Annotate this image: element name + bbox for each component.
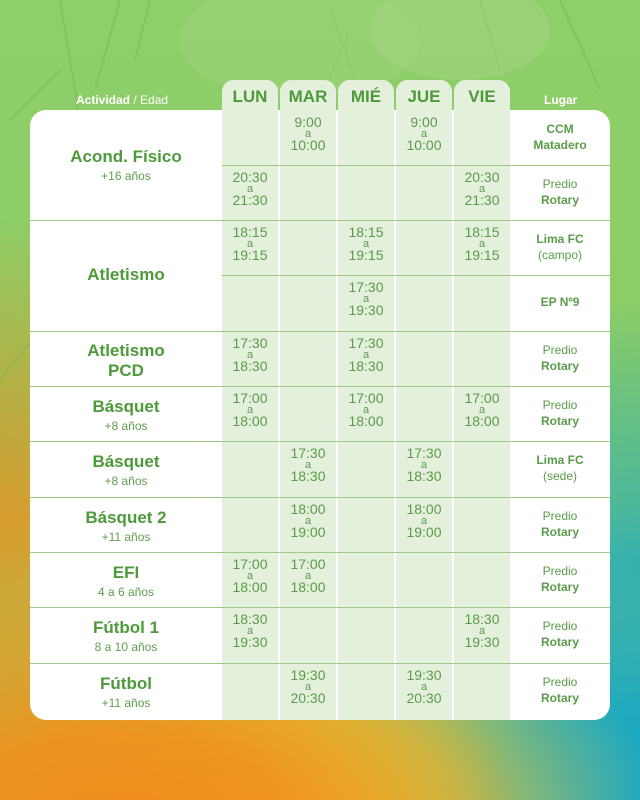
activity-age: +8 años	[104, 419, 148, 433]
slot-start: 18:00	[290, 501, 326, 517]
row-divider	[30, 663, 610, 664]
activity-name: Fútbol	[100, 674, 152, 693]
activity-acond-fisico	[30, 147, 222, 183]
place-line-1: Predio	[542, 509, 578, 523]
slot-start: 20:30	[464, 169, 500, 185]
activity-basquet-2	[30, 508, 222, 544]
slot-start: 17:30	[406, 445, 442, 461]
time-slot-lun	[221, 558, 279, 594]
slot-separator: a	[478, 238, 486, 250]
place-line-1: EP Nº9	[540, 295, 580, 309]
place-cell	[510, 397, 610, 429]
column-jue	[396, 80, 452, 720]
activity-name: Fútbol 1	[92, 618, 160, 637]
slot-start: 19:30	[406, 667, 442, 683]
slot-start: 17:30	[348, 279, 384, 295]
slot-separator: a	[246, 349, 254, 361]
slot-end: 18:00	[464, 413, 500, 429]
slot-separator: a	[478, 404, 486, 416]
slot-separator: a	[478, 625, 486, 637]
time-slot-mar	[279, 447, 337, 483]
slot-end: 18:00	[290, 579, 326, 595]
place-line-1: CCM	[546, 122, 574, 136]
activity-basquet	[30, 397, 222, 433]
slot-separator: a	[246, 238, 254, 250]
time-slot-lun	[221, 171, 279, 207]
slot-end: 21:30	[464, 192, 500, 208]
slot-start: 17:00	[232, 556, 268, 572]
activity-futbol	[30, 674, 222, 710]
slot-start: 17:30	[348, 335, 384, 351]
time-slot-mar	[279, 669, 337, 705]
activity-name: Básquet	[92, 397, 160, 416]
activity-name: EFI	[112, 563, 140, 582]
row-divider	[30, 607, 610, 608]
place-line-1: Predio	[542, 177, 578, 191]
slot-end: 18:30	[290, 468, 326, 484]
slot-separator: a	[362, 404, 370, 416]
header-lugar: Lugar	[544, 93, 578, 107]
place-line-2: Rotary	[540, 525, 579, 539]
place-line-2: Rotary	[540, 580, 579, 594]
slot-end: 18:30	[406, 468, 442, 484]
activity-name: Básquet 2	[85, 508, 167, 527]
time-slot-jue	[395, 116, 453, 152]
slot-separator: a	[420, 128, 428, 140]
place-cell	[510, 176, 610, 208]
slot-end: 19:30	[232, 634, 268, 650]
slot-start: 17:00	[290, 556, 326, 572]
place-cell	[510, 121, 610, 153]
activity-age: +11 años	[101, 530, 151, 544]
activity-atletismo	[30, 265, 222, 285]
slot-end: 19:00	[290, 524, 326, 540]
slot-start: 9:00	[410, 114, 438, 130]
slot-end: 19:30	[464, 634, 500, 650]
slot-separator: a	[304, 515, 312, 527]
slot-end: 18:00	[348, 413, 384, 429]
time-slot-lun	[221, 226, 279, 262]
slot-separator: a	[246, 404, 254, 416]
slot-end: 18:30	[232, 358, 268, 374]
activity-age: +16 años	[101, 169, 151, 183]
slot-start: 17:30	[232, 335, 268, 351]
slot-separator: a	[246, 570, 254, 582]
activity-age: +11 años	[101, 696, 151, 710]
slot-end: 19:15	[348, 247, 384, 263]
place-line-1: Lima FC	[536, 453, 584, 467]
place-line-1: Lima FC	[536, 232, 584, 246]
activity-basquet-sede	[30, 452, 222, 488]
place-cell	[510, 674, 610, 706]
row-divider	[30, 552, 610, 553]
time-slot-mie	[337, 392, 395, 428]
place-line-1: Predio	[542, 398, 578, 412]
place-line-1: Predio	[542, 343, 578, 357]
slot-separator: a	[478, 183, 486, 195]
place-cell	[510, 563, 610, 595]
time-slot-lun	[221, 337, 279, 373]
slot-separator: a	[246, 183, 254, 195]
day-header-mie: MIÉ	[338, 80, 394, 114]
place-cell	[510, 231, 610, 263]
activity-name-line2: PCD	[108, 361, 144, 380]
time-slot-mie	[337, 337, 395, 373]
place-cell	[510, 618, 610, 650]
slot-separator: a	[304, 681, 312, 693]
slot-end: 19:15	[232, 247, 268, 263]
column-header-activity	[76, 93, 168, 107]
time-slot-mar	[279, 558, 337, 594]
time-slot-vie	[453, 613, 511, 649]
place-cell	[510, 508, 610, 540]
time-slot-mie	[337, 226, 395, 262]
header-actividad: Actividad	[76, 93, 131, 107]
time-slot-jue	[395, 669, 453, 705]
slot-start: 17:30	[290, 445, 326, 461]
slot-separator: a	[362, 293, 370, 305]
slot-end: 21:30	[232, 192, 268, 208]
slot-end: 18:00	[232, 579, 268, 595]
slot-start: 18:00	[406, 501, 442, 517]
slot-start: 17:00	[232, 390, 268, 406]
slot-start: 18:30	[232, 611, 268, 627]
slot-separator: a	[304, 459, 312, 471]
place-cell	[510, 294, 610, 310]
time-slot-vie	[453, 171, 511, 207]
slot-end: 18:30	[348, 358, 384, 374]
place-line-1: Predio	[542, 564, 578, 578]
time-slot-jue	[395, 503, 453, 539]
column-mar	[280, 80, 336, 720]
slot-end: 19:15	[464, 247, 500, 263]
row-divider	[30, 386, 610, 387]
slot-start: 9:00	[294, 114, 322, 130]
place-line-2: Rotary	[540, 635, 579, 649]
slot-start: 18:30	[464, 611, 500, 627]
row-divider	[510, 165, 610, 166]
place-line-2: Rotary	[540, 691, 579, 705]
header-edad: / Edad	[133, 93, 169, 107]
activity-name: Atletismo	[87, 341, 165, 360]
slot-separator: a	[420, 459, 428, 471]
place-line-1: Predio	[542, 619, 578, 633]
day-header-lun: LUN	[222, 80, 278, 114]
row-divider	[30, 497, 610, 498]
slot-separator: a	[304, 128, 312, 140]
place-line-2: Matadero	[533, 138, 587, 152]
activity-futbol-1	[30, 618, 222, 654]
slot-end: 19:30	[348, 302, 384, 318]
activity-efi	[30, 563, 222, 599]
time-slot-lun	[221, 613, 279, 649]
day-header-vie: VIE	[454, 80, 510, 114]
slot-start: 18:15	[348, 224, 384, 240]
slot-separator: a	[246, 625, 254, 637]
slot-separator: a	[304, 570, 312, 582]
slot-start: 18:15	[464, 224, 500, 240]
slot-start: 20:30	[232, 169, 268, 185]
place-cell	[510, 452, 610, 484]
time-slot-vie	[453, 392, 511, 428]
activity-name: Acond. Físico	[70, 147, 182, 166]
row-divider	[30, 441, 610, 442]
activity-age: 8 a 10 años	[94, 640, 158, 654]
slot-end: 20:30	[406, 690, 442, 706]
time-slot-lun	[221, 392, 279, 428]
activity-atletismo-pcd	[30, 341, 222, 381]
slot-separator: a	[420, 515, 428, 527]
slot-separator: a	[362, 349, 370, 361]
day-header-mar: MAR	[280, 80, 336, 114]
row-divider	[222, 275, 610, 276]
slot-start: 17:00	[348, 390, 384, 406]
slot-end: 10:00	[406, 137, 442, 153]
time-slot-mie	[337, 281, 395, 317]
slot-end: 20:30	[290, 690, 326, 706]
activity-name: Básquet	[92, 452, 160, 471]
place-cell	[510, 342, 610, 374]
row-divider	[222, 165, 510, 166]
place-line-2: (campo)	[537, 248, 582, 262]
slot-end: 18:00	[232, 413, 268, 429]
place-line-2: Rotary	[540, 414, 579, 428]
activity-age: 4 a 6 años	[97, 585, 155, 599]
slot-separator: a	[420, 681, 428, 693]
slot-separator: a	[362, 238, 370, 250]
time-slot-mar	[279, 116, 337, 152]
slot-start: 19:30	[290, 667, 326, 683]
row-divider	[30, 331, 610, 332]
slot-end: 10:00	[290, 137, 326, 153]
activity-name: Atletismo	[87, 265, 165, 284]
time-slot-mar	[279, 503, 337, 539]
place-line-2: Rotary	[540, 193, 579, 207]
day-header-jue: JUE	[396, 80, 452, 114]
place-line-2: (sede)	[542, 469, 577, 483]
time-slot-jue	[395, 447, 453, 483]
slot-end: 19:00	[406, 524, 442, 540]
slot-start: 18:15	[232, 224, 268, 240]
place-line-2: Rotary	[540, 359, 579, 373]
slot-start: 17:00	[464, 390, 500, 406]
activity-age: +8 años	[104, 474, 148, 488]
row-divider	[30, 220, 610, 221]
place-line-1: Predio	[542, 675, 578, 689]
time-slot-vie	[453, 226, 511, 262]
